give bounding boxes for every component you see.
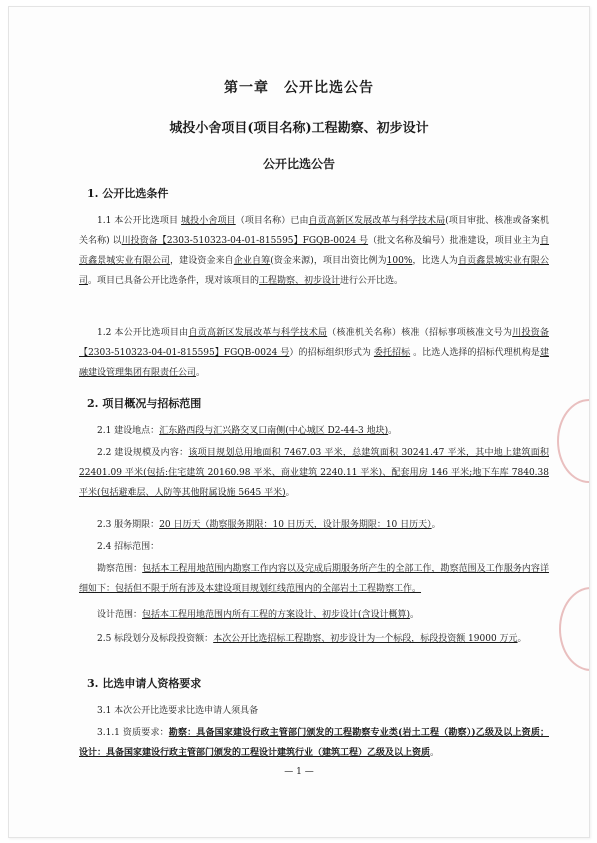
section-2-heading: 2. 项目概况与招标范围 — [87, 397, 202, 410]
seal-stamp-lower — [559, 587, 590, 671]
seal-stamp-upper — [557, 399, 590, 483]
paragraph-2-5: 2.5 标段划分及标段投资额：本次公开比选招标工程勘察、初步设计为一个标段，标段投资额 19000 万元。 — [97, 634, 527, 644]
project-title: 城投小舍项目(项目名称)工程勘察、初步设计 — [169, 121, 429, 136]
paragraph-3-1-1: 3.1.1 资质要求：勘察：具备国家建设行政主管部门颁发的工程勘察专业类(岩土工程（勘察）)乙级及以上资质；设计：具备国家建设行政主管部门颁发的工程设计建筑行业（建筑工程）乙级及以上资质。 — [79, 728, 549, 758]
paragraph-1-1: 1.1 本公开比选项目 城投小舍项目（项目名称）已由自贡高新区发展改革与科学技术局(项目审批、核准或备案机关名称) 以川投资备【2303-510323-04-01-815595】FGQB-0024 号（批文名称及编号）批准建设，项目业主为自贡鑫景城实业有限公司，建设资金来自企业自筹(资金来源)，项目出资比例为100%，比选人为自贡鑫景城实业有限公司。项目已具备公开比选条件，现对该项目的工程勘察、初步设计进行公开比选。 — [79, 216, 549, 286]
document-page — [8, 6, 590, 838]
paragraph-2-2: 2.2 建设规模及内容：该项目规划总用地面积 7467.03 平米，总建筑面积 30241.47 平米，其中地上建筑面积 22401.09 平米(包括:住宅建筑 20160.98 平米、商业建筑 2240.11 平米)、配套用房 146 平米;地下车库 7840.38 平米(包括避难层、人防等其他附属设施 5645 平米)。 — [79, 448, 549, 498]
paragraph-3-1: 3.1 本次公开比选要求比选申请人须具备 — [97, 706, 259, 716]
paragraph-2-1: 2.1 建设地点：汇东路西段与汇兴路交叉口南侧(中心城区 D2-44-3 地块)。 — [97, 426, 398, 436]
paragraph-2-3: 2.3 服务期限：20 日历天（勘察服务期限：10 日历天，设计服务期限：10 日历天）。 — [97, 520, 441, 530]
page-number: — 1 — — [284, 767, 314, 777]
paragraph-1-2: 1.2 本公开比选项目由自贡高新区发展改革与科学技术局（核准机关名称）核准（招标事项核准文号为川投资备【2303-510323-04-01-815595】FGQB-0024 号）的招标组织形式为 委托招标 。比选人选择的招标代理机构是建融建设管理集团有限责任公司。 — [79, 328, 549, 378]
paragraph-2-4: 2.4 招标范围： — [97, 542, 160, 552]
chapter-title: 第一章 公开比选公告 — [224, 80, 374, 96]
announcement-title: 公开比选公告 — [262, 157, 335, 171]
section-1-heading: 1. 公开比选条件 — [87, 187, 169, 200]
paragraph-2-4-survey: 勘察范围：包括本工程用地范围内勘察工作内容以及完成后期服务所产生的全部工作，勘察范围及工作服务内容详细如下：包括但不限于所有涉及本建设项目规划红线范围内的全部岩土工程勘察工作。 — [79, 564, 549, 594]
paragraph-2-4-design: 设计范围：包括本工程用地范围内所有工程的方案设计、初步设计(含设计概算)。 — [97, 610, 420, 620]
section-3-heading: 3. 比选申请人资格要求 — [87, 677, 202, 690]
